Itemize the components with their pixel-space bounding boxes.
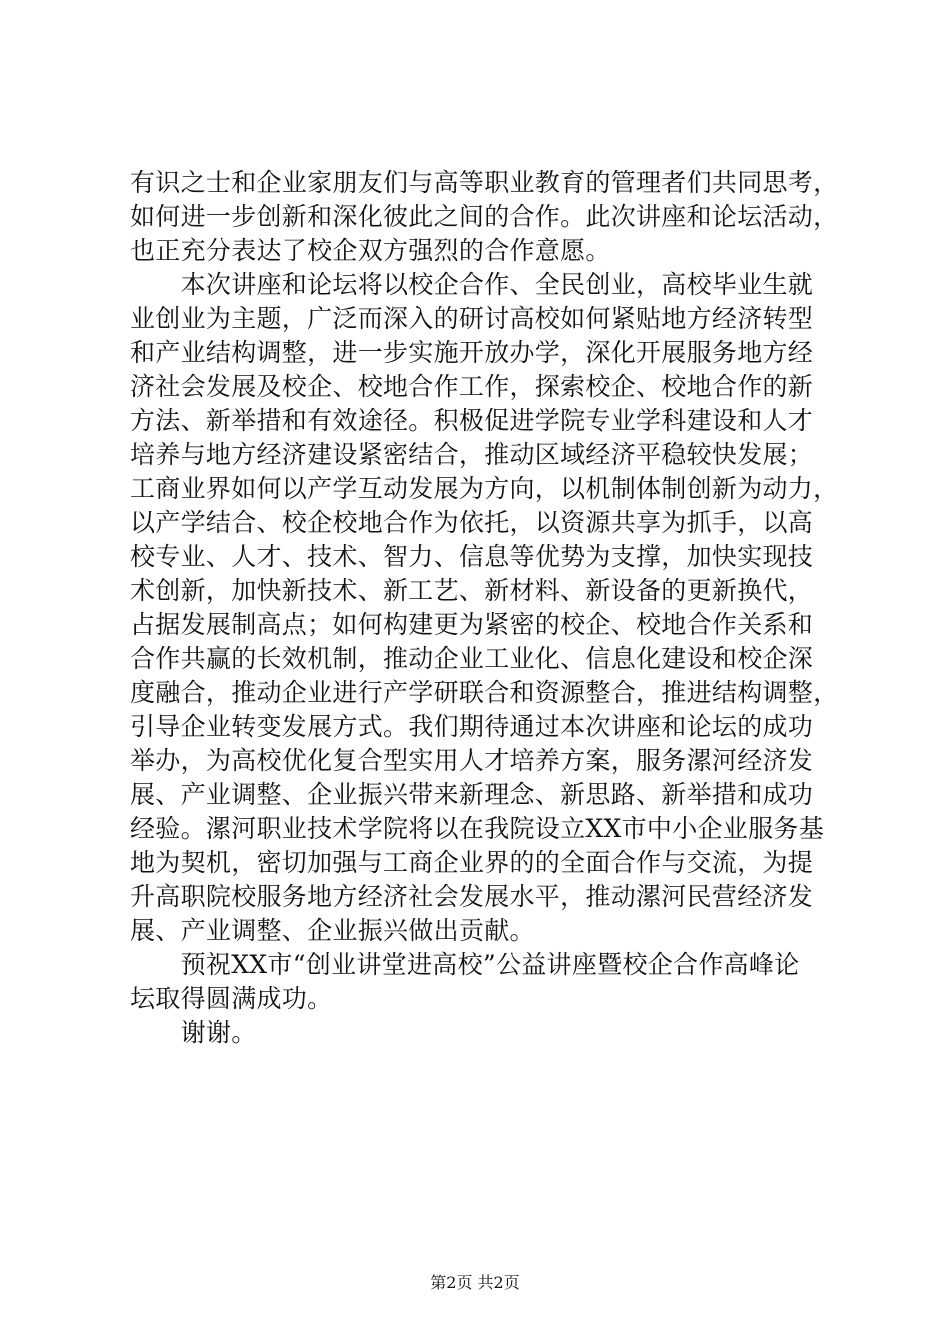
text-line: 以产学结合、校企校地合作为依托，以资源共享为抓手，以高: [130, 508, 814, 537]
page-number: 第2页 共2页: [430, 1273, 520, 1292]
text-line: 度融合，推动企业进行产学研联合和资源整合，推进结构调整，: [130, 678, 839, 707]
text-line: 合作共赢的长效机制，推动企业工业化、信息化建设和校企深: [130, 644, 814, 673]
text-line: 展、产业调整、企业振兴带来新理念、新思路、新举措和成功: [130, 780, 814, 809]
text-line: 业创业为主题，广泛而深入的研讨高校如何紧贴地方经济转型: [130, 304, 814, 333]
text-line: 坛取得圆满成功。: [130, 984, 333, 1013]
text-line: 术创新，加快新技术、新工艺、新材料、新设备的更新换代，: [130, 576, 814, 605]
text-line: 如何进一步创新和深化彼此之间的合作。此次讲座和论坛活动，: [130, 202, 839, 231]
text-line: 引导企业转变发展方式。我们期待通过本次讲座和论坛的成功: [130, 712, 814, 741]
text-line: 占据发展制高点；如何构建更为紧密的校企、校地合作关系和: [130, 610, 814, 639]
text-line: 预祝XX市“创业讲堂进高校”公益讲座暨校企合作高峰论: [130, 950, 800, 979]
text-line: 方法、新举措和有效途径。积极促进学院专业学科建设和人才: [130, 406, 814, 435]
text-line: 地为契机，密切加强与工商企业界的的全面合作与交流，为提: [130, 848, 814, 877]
text-line: 谢谢。: [130, 1018, 257, 1047]
text-line: 和产业结构调整，进一步实施开放办学，深化开展服务地方经: [130, 338, 814, 367]
document-body: [130, 166, 839, 1050]
text-line: 工商业界如何以产学互动发展为方向，以机制体制创新为动力，: [130, 474, 839, 503]
text-line: 济社会发展及校企、校地合作工作，探索校企、校地合作的新: [130, 372, 814, 401]
text-line: 本次讲座和论坛将以校企合作、全民创业，高校毕业生就: [130, 270, 814, 299]
text-line: 也正充分表达了校企双方强烈的合作意愿。: [130, 236, 611, 265]
text-line: 举办，为高校优化复合型实用人才培养方案，服务漯河经济发: [130, 746, 814, 775]
text-line: 培养与地方经济建设紧密结合，推动区域经济平稳较快发展；: [130, 440, 814, 469]
text-line: 展、产业调整、企业振兴做出贡献。: [130, 916, 535, 945]
text-line: 有识之士和企业家朋友们与高等职业教育的管理者们共同思考，: [130, 168, 839, 197]
text-line: 校专业、人才、技术、智力、信息等优势为支撑，加快实现技: [130, 542, 814, 571]
page-footer: [0, 1273, 950, 1293]
text-line: 经验。漯河职业技术学院将以在我院设立XX市中小企业服务基: [130, 814, 824, 843]
text-line: 升高职院校服务地方经济社会发展水平，推动漯河民营经济发: [130, 882, 814, 911]
